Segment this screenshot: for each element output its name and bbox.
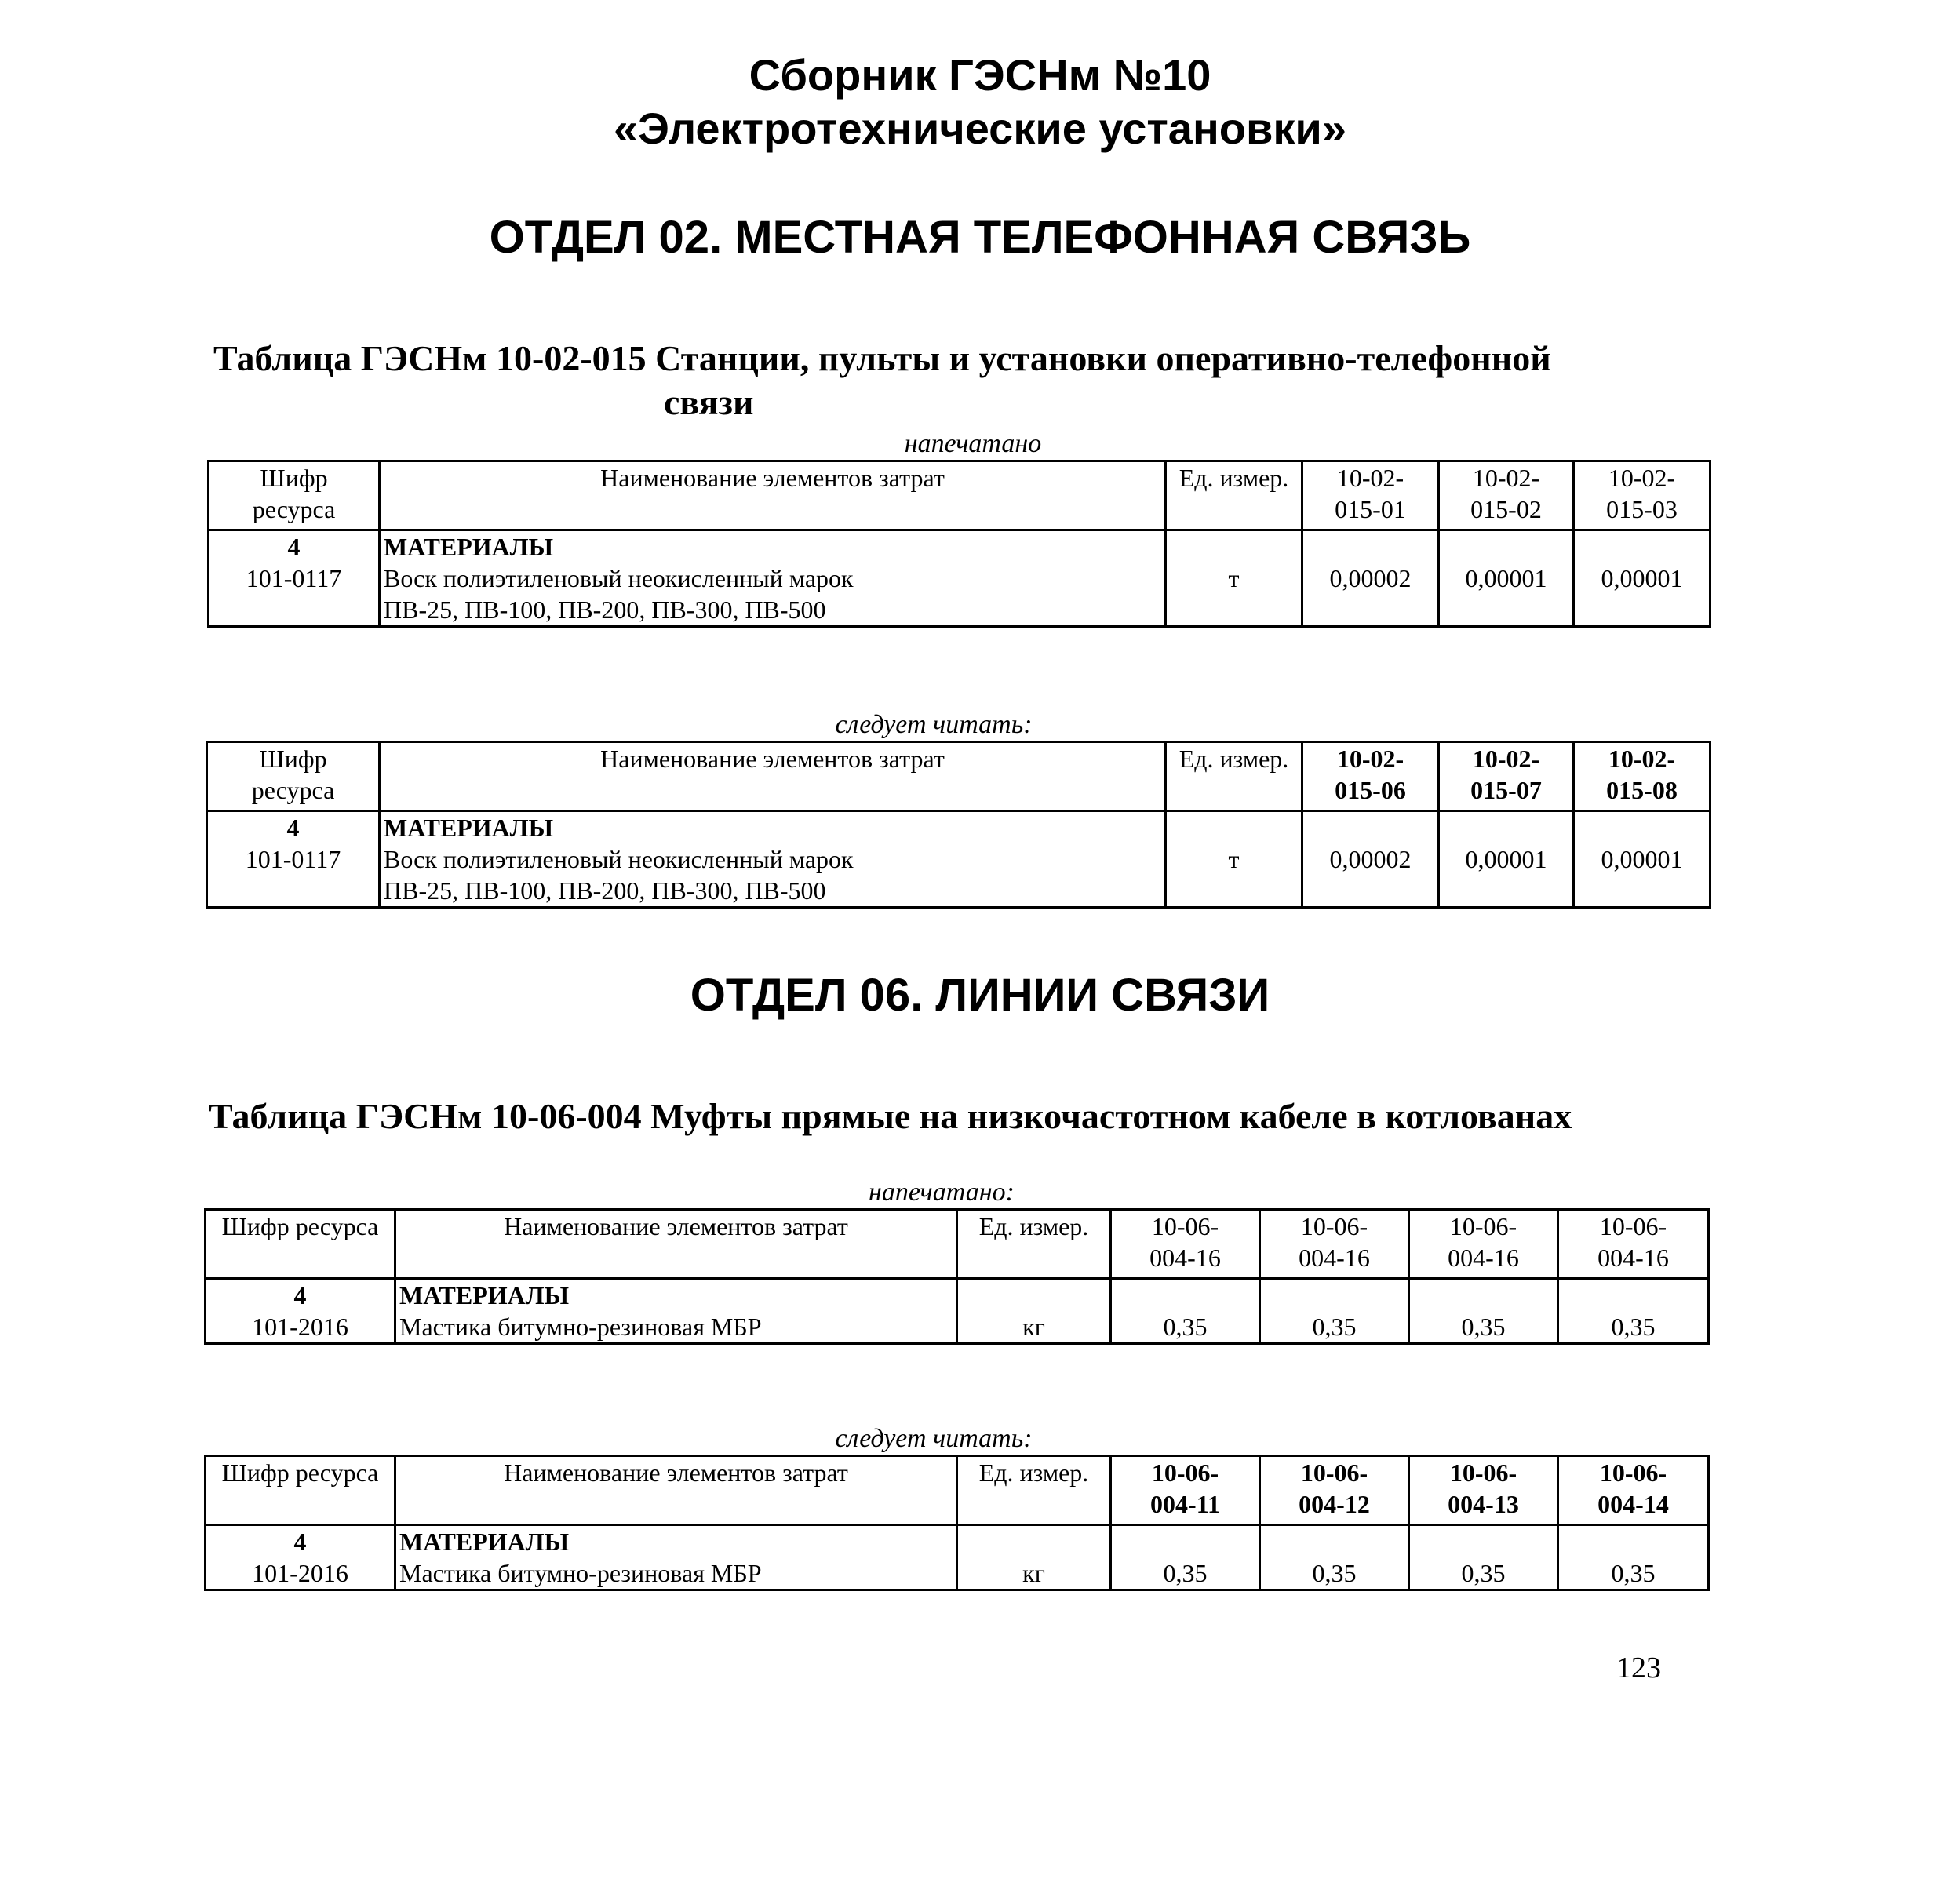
header-col [1260,1210,1409,1279]
row-name [395,1525,957,1590]
table-header-row [209,461,1710,530]
header-col [1439,742,1574,811]
row-unit: т [1166,811,1302,908]
row-name [395,1279,957,1344]
header-col [1439,461,1574,530]
header-col [1111,1210,1260,1279]
col-code-line1: 10-02- [1472,745,1540,773]
table-10-06-004-printed [204,1208,1710,1345]
row-value: 0,35 [1111,1525,1260,1590]
col-code-line2: 004-14 [1598,1490,1669,1518]
row-value: 0,00001 [1439,811,1574,908]
col-code-line2: 015-07 [1470,776,1542,804]
group-name: МАТЕРИАЛЫ [399,1281,569,1309]
resource-name-line1: Воск полиэтиленовый неокисленный марок [384,564,854,592]
col-code-line2: 015-06 [1335,776,1406,804]
group-name: МАТЕРИАЛЫ [384,814,553,842]
read-label-10-02: следует читать: [835,710,1033,739]
row-unit: кг [957,1525,1111,1590]
col-code-line2: 004-16 [1149,1244,1221,1272]
row-unit: т [1166,530,1302,627]
header-col [1302,461,1439,530]
row-value: 0,00002 [1302,811,1439,908]
table-10-06-004-title: Таблица ГЭСНм 10-06-004 Муфты прямые на низкочастотном кабеле в котлованах [209,1096,1572,1136]
row-value: 0,35 [1111,1279,1260,1344]
table-10-06-004-corrected [204,1455,1710,1591]
col-code-line1: 10-06- [1449,1459,1517,1487]
header-unit: Ед. измер. [1166,742,1302,811]
header-col [1111,1456,1260,1525]
group-name: МАТЕРИАЛЫ [384,533,553,561]
resource-name: Мастика битумно-резиновая МБР [399,1559,762,1587]
header-col [1409,1210,1558,1279]
header-col [1260,1456,1409,1525]
header-code-line1: Шифр [260,464,328,492]
table-header-row [206,1456,1709,1525]
col-code-line1: 10-06- [1599,1212,1667,1240]
row-code [207,811,380,908]
collection-title-line2: «Электротехнические установки» [613,104,1346,153]
row-code [206,1279,395,1344]
header-name: Наименование элементов затрат [380,742,1166,811]
col-code-line1: 10-02- [1472,464,1540,492]
col-code-line1: 10-06- [1449,1212,1517,1240]
header-code-line1: Шифр [259,745,327,773]
header-code-line2: ресурса [252,495,336,523]
col-code-line1: 10-02- [1608,745,1676,773]
header-unit: Ед. измер. [957,1456,1111,1525]
row-value: 0,35 [1260,1525,1409,1590]
row-value: 0,00002 [1302,530,1439,627]
col-code-line2: 015-01 [1335,495,1406,523]
header-code: Шифр ресурса [206,1456,395,1525]
row-value: 0,35 [1558,1525,1709,1590]
header-unit: Ед. измер. [1166,461,1302,530]
dept06-title: ОТДЕЛ 06. ЛИНИИ СВЯЗИ [690,970,1270,1021]
row-value: 0,00001 [1574,530,1710,627]
dept02-title: ОТДЕЛ 02. МЕСТНАЯ ТЕЛЕФОННАЯ СВЯЗЬ [489,212,1471,263]
header-unit: Ед. измер. [957,1210,1111,1279]
col-code-line2: 004-16 [1598,1244,1669,1272]
row-name [380,811,1166,908]
printed-label-10-06: напечатано: [869,1178,1015,1207]
header-col [1574,742,1710,811]
row-value: 0,35 [1409,1279,1558,1344]
row-value: 0,35 [1409,1525,1558,1590]
read-label-10-06: следует читать: [835,1424,1033,1453]
row-value: 0,35 [1260,1279,1409,1344]
col-code-line2: 004-12 [1299,1490,1370,1518]
header-name: Наименование элементов затрат [395,1210,957,1279]
col-code-line2: 015-02 [1470,495,1542,523]
header-col [1558,1210,1709,1279]
table-10-02-015-title-line2: связи [664,382,754,422]
table-row [206,1525,1709,1590]
table-header-row [206,1210,1709,1279]
table-10-02-015-corrected [206,741,1711,909]
col-code-line1: 10-06- [1599,1459,1667,1487]
group-name: МАТЕРИАЛЫ [399,1528,569,1556]
col-code-line2: 015-03 [1606,495,1678,523]
resource-code: 101-0117 [245,845,341,873]
header-col [1302,742,1439,811]
col-code-line1: 10-02- [1336,745,1404,773]
col-code-line1: 10-06- [1300,1212,1368,1240]
header-code [209,461,380,530]
collection-title-line1: Сборник ГЭСНм №10 [749,50,1211,100]
row-value: 0,00001 [1439,530,1574,627]
table-10-02-015-title-line1: Таблица ГЭСНм 10-02-015 Станции, пульты и установки оперативно-телефонной [213,338,1551,378]
col-code-line1: 10-02- [1336,464,1404,492]
row-name [380,530,1166,627]
row-value: 0,00001 [1574,811,1710,908]
col-code-line1: 10-06- [1300,1459,1368,1487]
header-col [1574,461,1710,530]
table-row [209,530,1710,627]
header-code [207,742,380,811]
table-10-02-015-printed [207,460,1711,628]
header-code-line2: ресурса [251,776,335,804]
resource-code: 101-0117 [246,564,342,592]
row-unit: кг [957,1279,1111,1344]
table-header-row [207,742,1710,811]
collection-title [0,49,1960,155]
group-code: 4 [287,533,301,561]
resource-name: Мастика битумно-резиновая МБР [399,1313,762,1341]
group-code: 4 [293,1528,307,1556]
col-code-line2: 004-16 [1299,1244,1370,1272]
col-code-line2: 004-13 [1448,1490,1519,1518]
page-number: 123 [1616,1652,1661,1684]
resource-name-line2: ПВ-25, ПВ-100, ПВ-200, ПВ-300, ПВ-500 [384,595,826,624]
col-code-line2: 004-16 [1448,1244,1519,1272]
resource-code: 101-2016 [252,1559,348,1587]
table-row [207,811,1710,908]
col-code-line1: 10-02- [1608,464,1676,492]
header-name: Наименование элементов затрат [395,1456,957,1525]
header-name: Наименование элементов затрат [380,461,1166,530]
resource-code: 101-2016 [252,1313,348,1341]
col-code-line1: 10-06- [1151,1459,1219,1487]
row-code [206,1525,395,1590]
header-col [1409,1456,1558,1525]
resource-name-line1: Воск полиэтиленовый неокисленный марок [384,845,854,873]
row-code [209,530,380,627]
header-code: Шифр ресурса [206,1210,395,1279]
col-code-line1: 10-06- [1151,1212,1219,1240]
printed-label-10-02: напечатано [904,429,1042,458]
row-value: 0,35 [1558,1279,1709,1344]
header-col [1558,1456,1709,1525]
table-row [206,1279,1709,1344]
resource-name-line2: ПВ-25, ПВ-100, ПВ-200, ПВ-300, ПВ-500 [384,876,826,905]
group-code: 4 [286,814,300,842]
col-code-line2: 015-08 [1606,776,1678,804]
group-code: 4 [293,1281,307,1309]
col-code-line2: 004-11 [1150,1490,1220,1518]
